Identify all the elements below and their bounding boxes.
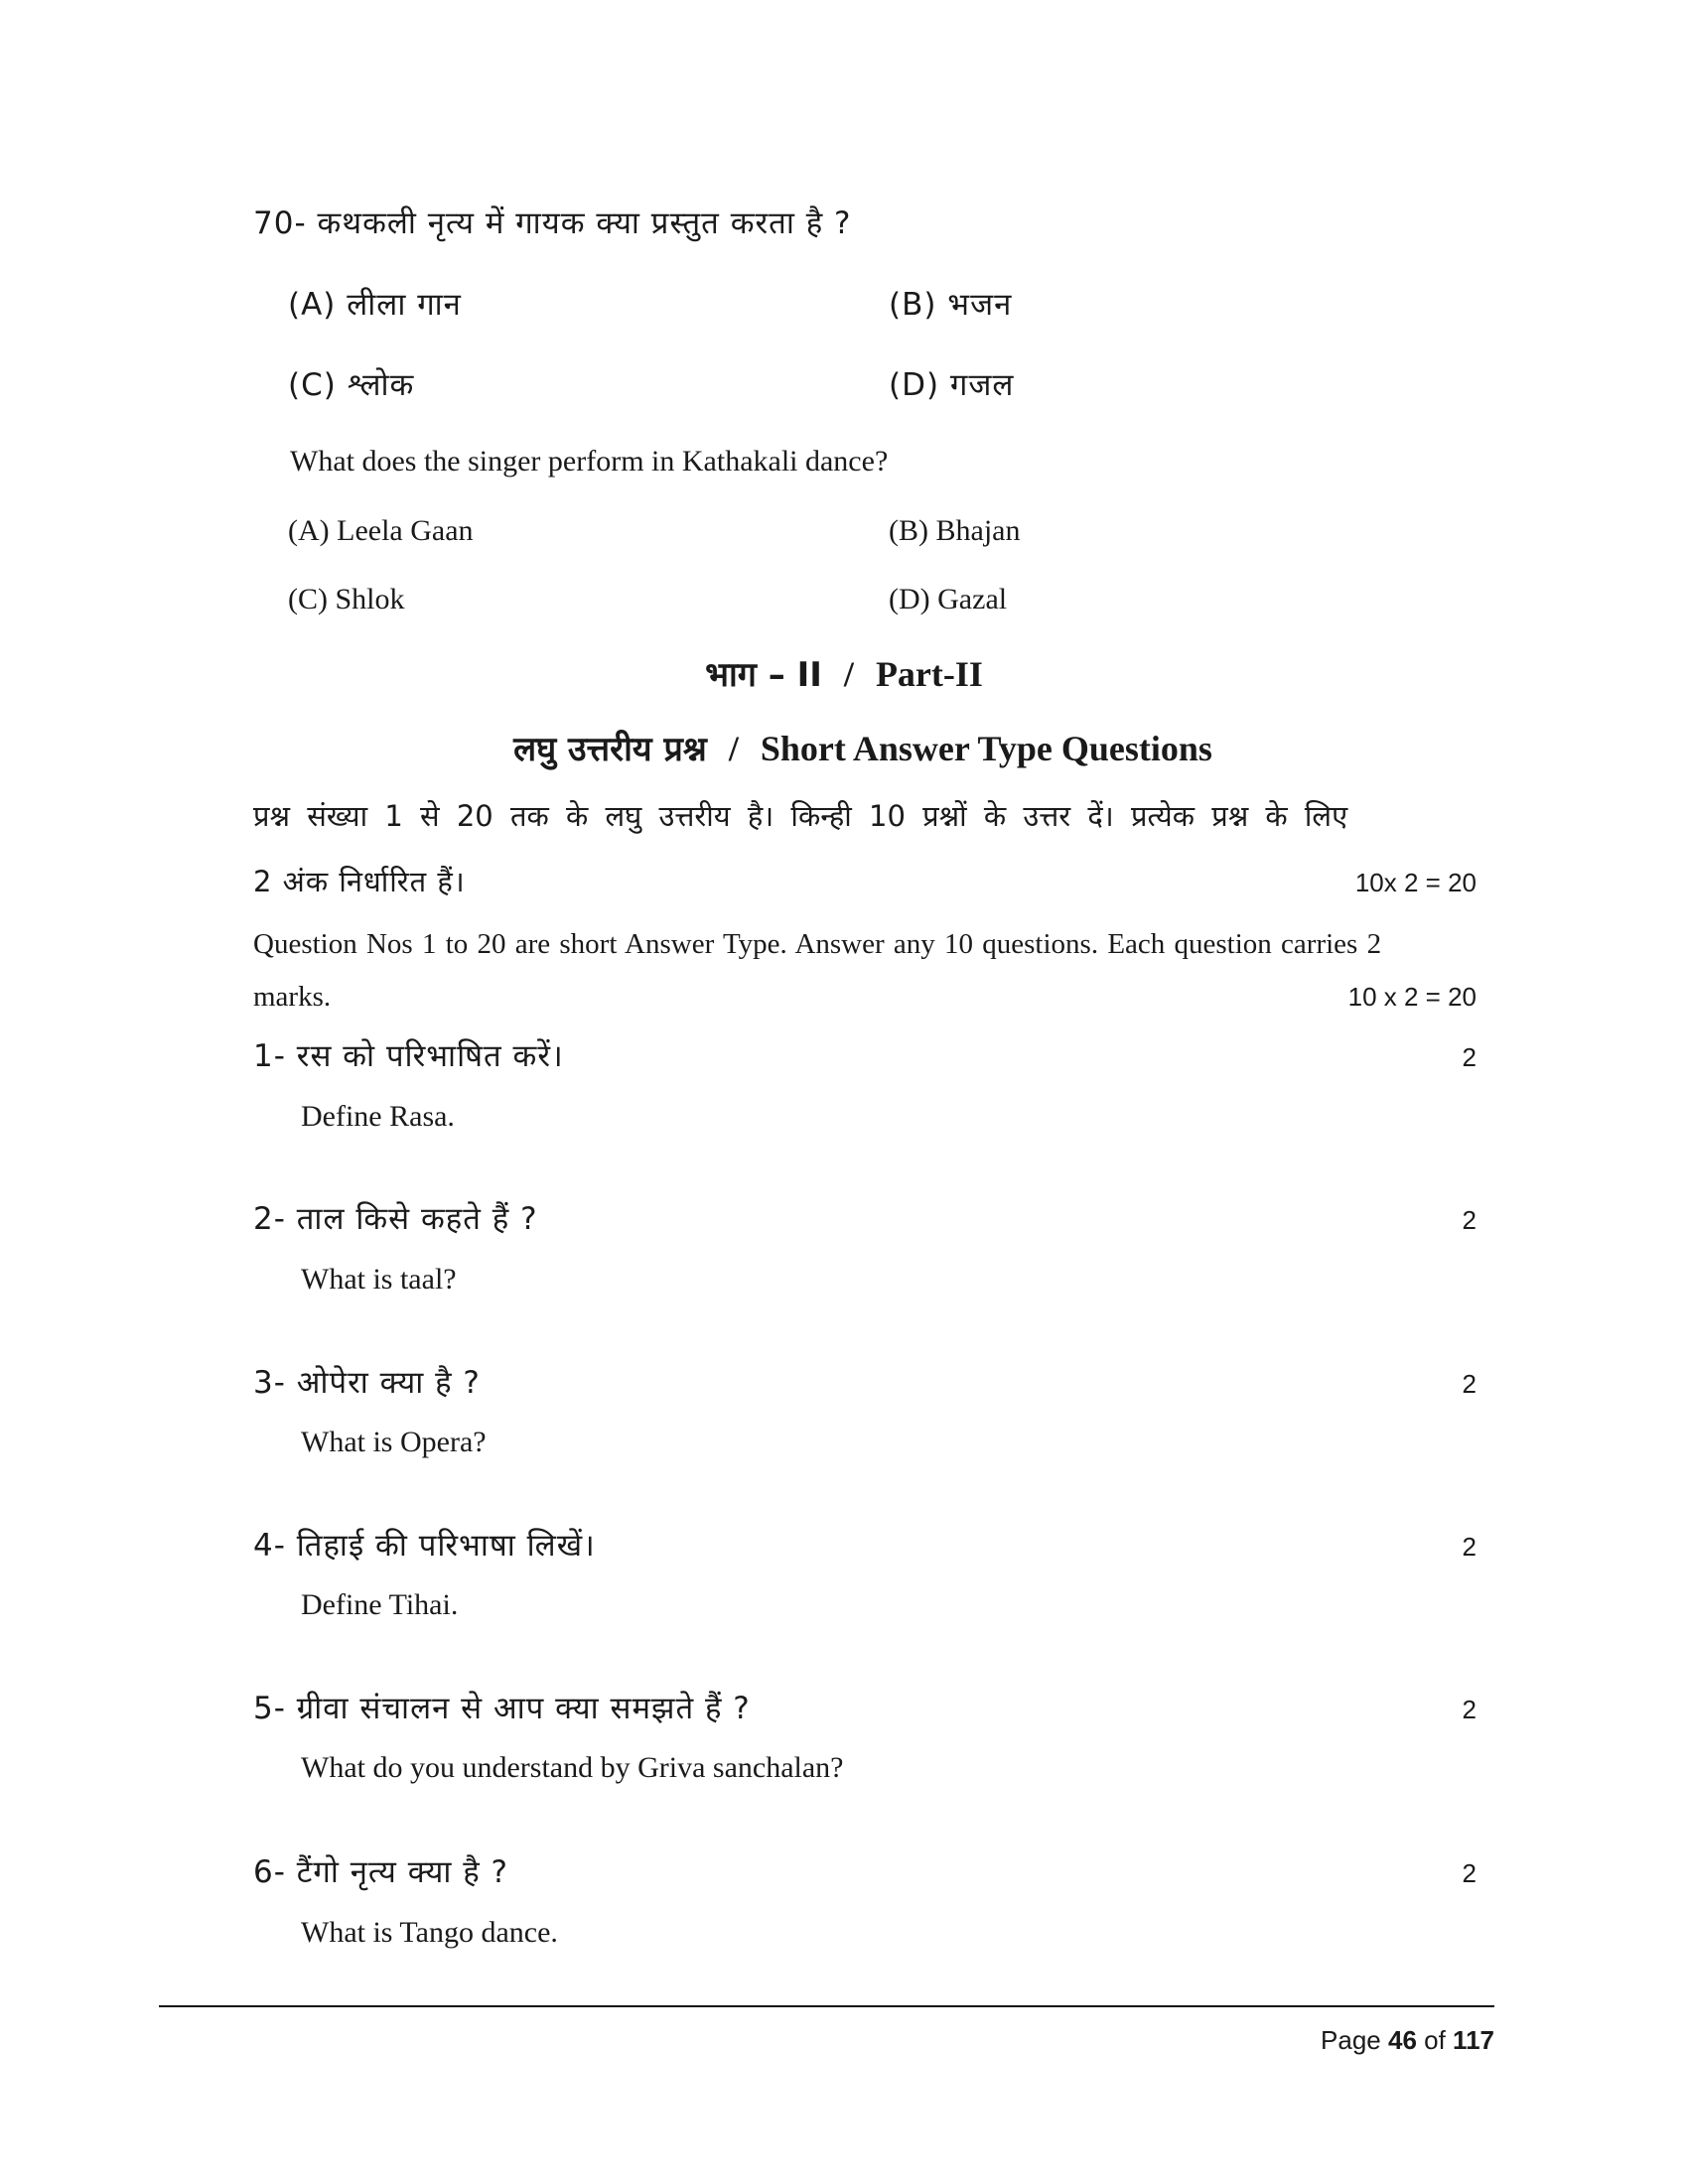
page-current: 46 [1387, 2025, 1417, 2055]
part-subtitle-en: Short Answer Type Questions [760, 729, 1212, 768]
question-5-hi: 5- ग्रीवा संचालन से आप क्या समझते हैं ? [253, 1691, 751, 1726]
q70-option-c-en: (C) Shlok [288, 583, 405, 615]
q70-option-d-hi: (D) गजल [889, 367, 1015, 403]
q70-option-a-en: (A) Leela Gaan [288, 514, 474, 547]
question-3-marks: 2 [1462, 1369, 1477, 1399]
part-title-hi: भाग – II [705, 655, 822, 695]
instructions-en-line1: Question Nos 1 to 20 are short Answer Type. Answer any 10 questions. Each question carries 2 [253, 928, 1382, 960]
question-5-en: What do you understand by Griva sanchalan? [301, 1751, 844, 1784]
q70-option-b-hi: (B) भजन [889, 287, 1013, 323]
question-1-en: Define Rasa. [301, 1100, 455, 1133]
question-3-row [253, 1361, 1477, 1403]
part-separator: / [843, 654, 854, 694]
instructions-hi-line2: 2 अंक निर्धारित हैं। [253, 865, 466, 898]
question-6-hi: 6- टैंगो नृत्य क्या है ? [253, 1854, 508, 1890]
q70-option-c-hi: (C) श्लोक [288, 367, 415, 403]
part-subheading [0, 725, 1688, 770]
q70-option-a-hi: (A) लीला गान [288, 287, 462, 323]
instructions-en-line2: marks. [253, 981, 332, 1013]
question-6-en: What is Tango dance. [301, 1916, 558, 1949]
instructions-hi-line1: प्रश्न संख्या 1 से 20 तक के लघु उत्तरीय है। किन्ही 10 प्रश्नों के उत्तर दें। प्रत्येक प्रश्न के लिए [253, 799, 1348, 833]
instructions-hi-line2-row [253, 862, 1477, 900]
question-6-marks: 2 [1462, 1858, 1477, 1888]
q70-question-hi: 70- कथकली नृत्य में गायक क्या प्रस्तुत करता है ? [253, 205, 852, 241]
q70-question-en: What does the singer perform in Kathakali dance? [290, 445, 889, 478]
question-2-marks: 2 [1462, 1205, 1477, 1235]
part-subtitle-hi: लघु उत्तरीय प्रश्न [513, 730, 707, 769]
part-title-en: Part-II [875, 654, 983, 694]
q70-option-b-en: (B) Bhajan [889, 514, 1021, 547]
question-4-en: Define Tihai. [301, 1588, 459, 1621]
page-number [1321, 2025, 1494, 2056]
question-2-row [253, 1197, 1477, 1239]
question-1-hi: 1- रस को परिभाषित करें। [253, 1038, 564, 1074]
question-3-en: What is Opera? [301, 1426, 487, 1458]
question-4-marks: 2 [1462, 1532, 1477, 1562]
page-total: 117 [1453, 2025, 1494, 2055]
question-2-hi: 2- ताल किसे कहते हैं ? [253, 1201, 538, 1237]
question-1-row [253, 1034, 1477, 1076]
q70-option-d-en: (D) Gazal [889, 583, 1008, 615]
part-subtitle-separator: / [728, 729, 739, 768]
footer-rule [159, 2005, 1494, 2007]
instructions-en-marks: 10 x 2 = 20 [1347, 982, 1477, 1012]
question-6-row [253, 1850, 1477, 1892]
question-4-row [253, 1524, 1477, 1566]
question-1-marks: 2 [1462, 1042, 1477, 1072]
question-5-marks: 2 [1462, 1695, 1477, 1724]
instructions-en-line2-row [253, 981, 1477, 1014]
question-3-hi: 3- ओपेरा क्या है ? [253, 1365, 481, 1401]
question-4-hi: 4- तिहाई की परिभाषा लिखें। [253, 1528, 596, 1564]
question-2-en: What is taal? [301, 1263, 457, 1296]
part-heading [0, 650, 1688, 696]
page-middle: of [1416, 2025, 1454, 2055]
instructions-hi-marks: 10x 2 = 20 [1354, 868, 1477, 897]
question-5-row [253, 1687, 1477, 1728]
page-prefix: Page [1321, 2025, 1388, 2055]
